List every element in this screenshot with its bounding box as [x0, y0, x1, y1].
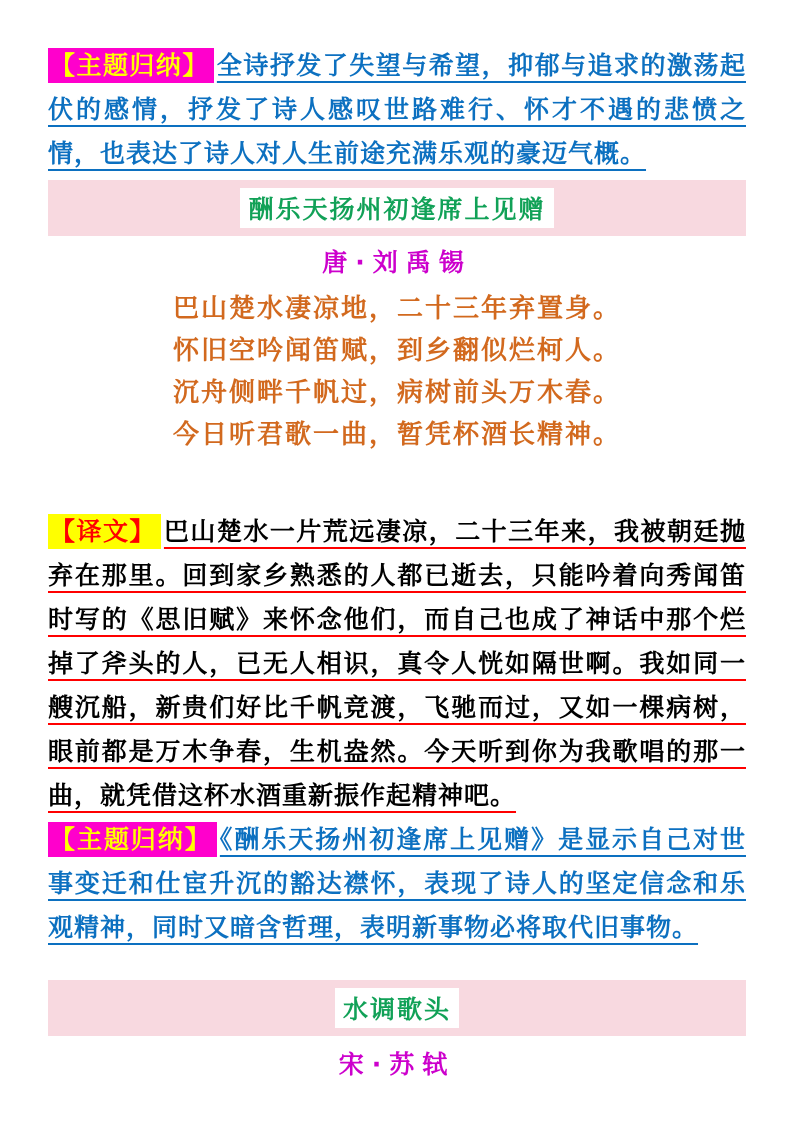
- poem-title-banner-1: [48, 180, 746, 236]
- poem-author-2: 宋·苏轼: [338, 1050, 456, 1079]
- poem-line-4: 今日听君歌一曲，暂凭杯酒长精神。: [172, 420, 621, 450]
- theme-summary-1-text: 全诗抒发了失望与希望，抑郁与追求的激荡起伏的感情，抒发了诗人感叹世路难行、怀才不遇的悲愤之情，也表达了诗人对人生前途充满乐观的豪迈气概。: [48, 51, 746, 168]
- poem-title-banner-2: [48, 980, 746, 1036]
- theme-summary-1: [48, 44, 746, 176]
- poem-author-1: 唐·刘禹锡: [322, 248, 472, 277]
- translation-paragraph: [48, 510, 746, 818]
- poem-title-1: 酬乐天扬州初逢席上见赠: [240, 188, 553, 228]
- poem-line-1: 巴山楚水凄凉地，二十三年弃置身。: [172, 294, 621, 324]
- translation-label: 【译文】: [48, 514, 161, 549]
- poem-line-2: 怀旧空吟闻笛赋，到乡翻似烂柯人。: [172, 336, 621, 366]
- theme-summary-1-label: 【主题归纳】: [48, 48, 214, 83]
- poem-title-2: 水调歌头: [335, 988, 459, 1028]
- theme-summary-2-label: 【主题归纳】: [48, 822, 217, 857]
- poem-line-3: 沉舟侧畔千帆过，病树前头万木春。: [172, 378, 621, 408]
- poem-body-1: [48, 288, 746, 456]
- theme-summary-2: [48, 818, 746, 950]
- translation-text: 巴山楚水一片荒远凄凉，二十三年来，我被朝廷抛弃在那里。回到家乡熟悉的人都已逝去，只能吟着向秀闻笛时写的《思旧赋》来怀念他们，而自己也成了神话中那个烂掉了斧头的人，已无人相识，真令人恍如隔世啊。我如同一艘沉船，新贵们好比千帆竞渡，飞驰而过，又如一棵病树，眼前都是万木争春，生机盎然。今天听到你为我歌唱的那一曲，就凭借这杯水酒重新振作起精神吧。: [48, 517, 746, 810]
- theme-summary-2-text: 《酬乐天扬州初逢席上见赠》是显示自己对世事变迁和仕宦升沉的豁达襟怀，表现了诗人的坚定信念和乐观精神，同时又暗含哲理，表明新事物必将取代旧事物。: [48, 825, 746, 942]
